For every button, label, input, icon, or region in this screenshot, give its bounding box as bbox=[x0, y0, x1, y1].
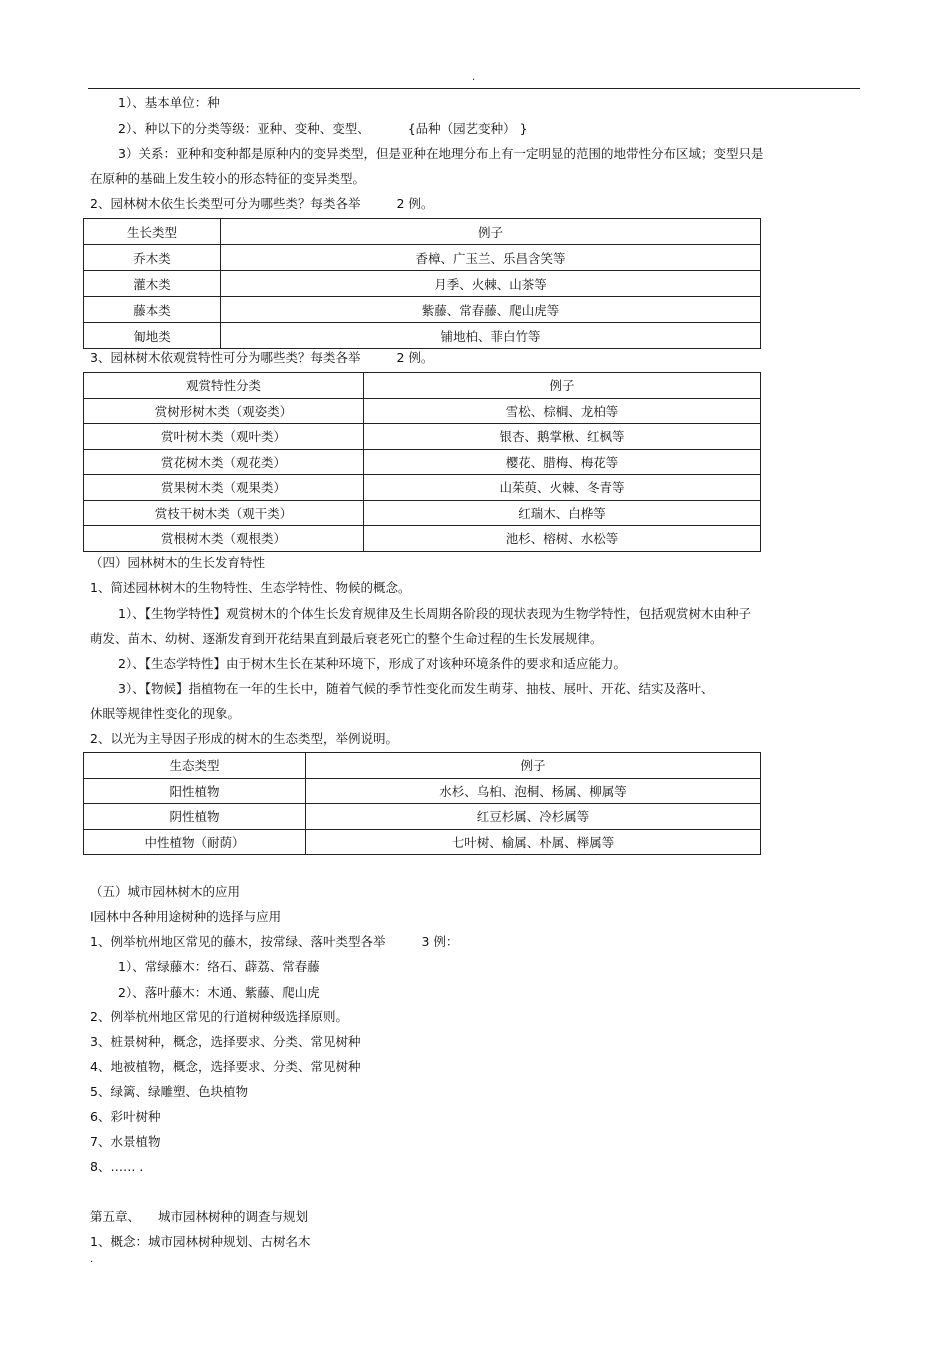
text-line: 3、桩景树种，概念，选择要求、分类、常见树种 bbox=[90, 1034, 361, 1049]
table-row bbox=[84, 500, 761, 526]
table-cell: 紫藤、常春藤、爬山虎等 bbox=[221, 297, 761, 323]
table-cell: 红瑞木、白桦等 bbox=[364, 500, 761, 526]
footer-dot: . bbox=[90, 1254, 94, 1265]
table-row bbox=[84, 424, 761, 450]
table-row bbox=[84, 323, 761, 349]
text-segment: 城市园林树种的调查与规划 bbox=[158, 1209, 309, 1224]
text-segment: 2）、种以下的分类等级：亚种、变种、变型、 bbox=[118, 121, 370, 136]
table-row bbox=[84, 398, 761, 424]
table-cell: 匍地类 bbox=[84, 323, 221, 349]
text-line: 2）、【生态学特性】由于树木生长在某种环境下，形成了对该种环境条件的要求和适应能力。 bbox=[118, 656, 626, 671]
text-line: 休眠等规律性变化的现象。 bbox=[90, 706, 241, 721]
table-header-row bbox=[84, 373, 761, 399]
text-line: 1、简述园林树木的生物特性、生态学特性、物候的概念。 bbox=[90, 580, 411, 595]
question-heading bbox=[90, 934, 458, 950]
text-line: 1、概念：城市园林树种规划、古树名木 bbox=[90, 1234, 311, 1249]
table-cell: 樱花、腊梅、梅花等 bbox=[364, 449, 761, 475]
text-line: 3）、【物候】指植物在一年的生长中，随着气候的季节性变化而发生萌芽、抽枝、展叶、开花、结实及落叶、 bbox=[118, 681, 714, 696]
ornamental-type-table bbox=[83, 372, 761, 552]
table-cell: 赏果树木类（观果类） bbox=[84, 475, 364, 501]
text-line bbox=[118, 121, 528, 137]
question-heading bbox=[90, 196, 433, 212]
text-line: 8、…… . bbox=[90, 1159, 144, 1174]
table-cell: 池杉、榕树、水松等 bbox=[364, 526, 761, 552]
text-segment: {品种（园艺变种） } bbox=[407, 121, 528, 136]
header-rule bbox=[88, 88, 860, 89]
table-row bbox=[84, 475, 761, 501]
table-cell: 阴性植物 bbox=[84, 804, 306, 830]
header-dot: . bbox=[472, 72, 476, 83]
table-row bbox=[84, 526, 761, 552]
question-heading bbox=[90, 350, 433, 366]
text-line: 1）、常绿藤木：络石、薜荔、常春藤 bbox=[118, 959, 320, 974]
table-header-cell: 例子 bbox=[306, 753, 761, 779]
table-cell: 赏枝干树木类（观干类） bbox=[84, 500, 364, 526]
table-cell: 七叶树、榆属、朴属、榉属等 bbox=[306, 829, 761, 855]
question-heading: 2、以光为主导因子形成的树木的生态类型，举例说明。 bbox=[90, 731, 398, 746]
table-header-cell: 生长类型 bbox=[84, 219, 221, 245]
table-row bbox=[84, 245, 761, 271]
table-cell: 赏根树木类（观根类） bbox=[84, 526, 364, 552]
text-line: 5、绿篱、绿雕塑、色块植物 bbox=[90, 1084, 248, 1099]
text-segment: 第五章、 bbox=[90, 1209, 141, 1224]
growth-type-table bbox=[83, 218, 761, 349]
text-line: 3）关系：亚种和变种都是原种内的变异类型，但是亚种在地理分布上有一定明显的范围的地带性分布区域；变型只是 bbox=[118, 146, 764, 161]
text-line: 1）、【生物学特性】观赏树木的个体生长发育规律及生长周期各阶段的现状表现为生物学特性，包括观赏树木由种子 bbox=[118, 606, 751, 621]
table-cell: 银杏、鹅掌楸、红枫等 bbox=[364, 424, 761, 450]
table-cell: 香樟、广玉兰、乐昌含笑等 bbox=[221, 245, 761, 271]
table-cell: 山茱萸、火棘、冬青等 bbox=[364, 475, 761, 501]
table-header-row bbox=[84, 753, 761, 779]
table-cell: 灌木类 bbox=[84, 271, 221, 297]
table-row bbox=[84, 297, 761, 323]
light-ecotype-table bbox=[83, 752, 761, 855]
text-segment: 3 例： bbox=[421, 934, 459, 949]
table-header-row bbox=[84, 219, 761, 245]
table-row bbox=[84, 829, 761, 855]
table-header-cell: 生态类型 bbox=[84, 753, 306, 779]
subsection-heading: Ⅰ园林中各种用途树种的选择与应用 bbox=[90, 909, 282, 924]
table-cell: 阳性植物 bbox=[84, 778, 306, 804]
text-line: 2、例举杭州地区常见的行道树种级选择原则。 bbox=[90, 1009, 348, 1024]
table-row bbox=[84, 271, 761, 297]
table-cell: 铺地柏、菲白竹等 bbox=[221, 323, 761, 349]
table-cell: 赏叶树木类（观叶类） bbox=[84, 424, 364, 450]
table-header-cell: 例子 bbox=[221, 219, 761, 245]
chapter-heading bbox=[90, 1209, 308, 1225]
text-segment: 2 例。 bbox=[396, 350, 434, 365]
table-row bbox=[84, 449, 761, 475]
table-header-cell: 例子 bbox=[364, 373, 761, 399]
table-row bbox=[84, 804, 761, 830]
text-segment: 1、例举杭州地区常见的藤木，按常绿、落叶类型各举 bbox=[90, 934, 386, 949]
text-segment: 2、园林树木依生长类型可分为哪些类？每类各举 bbox=[90, 196, 361, 211]
table-cell: 赏树形树木类（观姿类） bbox=[84, 398, 364, 424]
text-line: 6、彩叶树种 bbox=[90, 1109, 161, 1124]
table-cell: 中性植物（耐荫） bbox=[84, 829, 306, 855]
table-cell: 月季、火棘、山茶等 bbox=[221, 271, 761, 297]
table-cell: 雪松、棕榈、龙柏等 bbox=[364, 398, 761, 424]
text-line: 4、地被植物，概念，选择要求、分类、常见树种 bbox=[90, 1059, 361, 1074]
section-heading: （五）城市园林树木的应用 bbox=[90, 884, 241, 899]
text-line: 7、水景植物 bbox=[90, 1134, 161, 1149]
table-cell: 红豆杉属、冷杉属等 bbox=[306, 804, 761, 830]
table-cell: 水杉、乌桕、泡桐、杨属、柳属等 bbox=[306, 778, 761, 804]
text-line: 2）、落叶藤木：木通、紫藤、爬山虎 bbox=[118, 985, 320, 1000]
text-line: 在原种的基础上发生较小的形态特征的变异类型。 bbox=[90, 171, 366, 186]
text-line: 萌发、苗木、幼树、逐渐发育到开花结果直到最后衰老死亡的整个生命过程的生长发展规律。 bbox=[90, 631, 603, 646]
section-heading: （四）园林树木的生长发育特性 bbox=[90, 555, 266, 570]
text-segment: 2 例。 bbox=[396, 196, 434, 211]
text-line: 1）、基本单位：种 bbox=[118, 95, 220, 110]
table-cell: 藤本类 bbox=[84, 297, 221, 323]
table-cell: 乔木类 bbox=[84, 245, 221, 271]
text-segment: 3、园林树木依观赏特性可分为哪些类？每类各举 bbox=[90, 350, 361, 365]
table-header-cell: 观赏特性分类 bbox=[84, 373, 364, 399]
table-cell: 赏花树木类（观花类） bbox=[84, 449, 364, 475]
table-row bbox=[84, 778, 761, 804]
